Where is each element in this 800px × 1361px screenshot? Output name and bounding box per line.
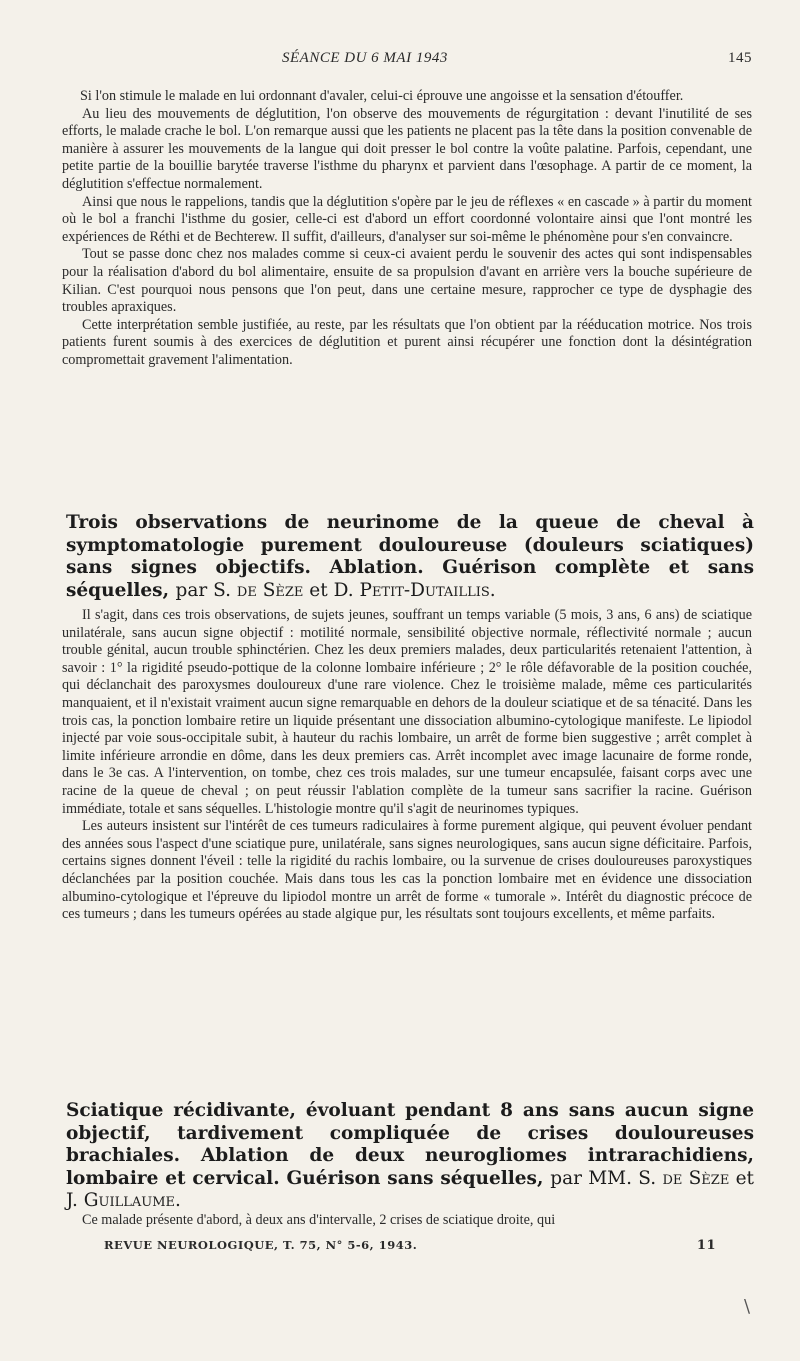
page-number: 145: [728, 50, 752, 66]
article2-heading: [66, 1100, 754, 1213]
article2-body: [62, 1212, 752, 1230]
article1-heading: [66, 512, 754, 602]
running-head: [62, 50, 752, 72]
article1-authors: par S. de Sèze et D. Petit-Dutaillis.: [175, 579, 496, 601]
running-title: SÉANCE DU 6 MAI 1943: [282, 50, 448, 66]
paragraph: Cette interprétation semble justifiée, au reste, par les résultats que l'on obtient par la rééducation motrice. Nos trois patients furent soumis à des exercices de déglutition et purent ainsi récupérer une fonction dont la désintégration compromettait gravement l'alimentation.: [62, 316, 752, 368]
paragraph: Au lieu des mouvements de déglutition, l'on observe des mouvements de régurgitation : devant l'inutilité de ses efforts, le malade crache le bol. L'on remarque aussi que les patients ne placent pas la tête dans la position convenable de manière à assurer les mouvements de la langue qui doit presser le bol contre la voûte palatine. Parfois, cependant, une petite partie de la bouillie barytée traverse l'isthme du pharynx et parvient dans l'œsophage. A partir de ce moment, la déglutition s'effectue normalement.: [62, 105, 752, 192]
paragraph: Si l'on stimule le malade en lui ordonnant d'avaler, celui-ci éprouve une angoisse et la sensation d'étouffer.: [80, 88, 684, 104]
margin-mark: \: [744, 1296, 751, 1317]
footer: [104, 1238, 716, 1256]
paragraph: Tout se passe donc chez nos malades comme si ceux-ci avaient perdu le souvenir des actes qui sont indispensables pour la réalisation d'abord du bol alimentaire, ensuite de sa propulsion d'avant en arrière vers la bouche supérieure de Kilian. C'est pourquoi nous pensons que l'on peut, dans une certaine mesure, rapprocher ce type de dysphagie des troubles apraxiques.: [62, 246, 752, 316]
section-continued-text: [62, 88, 752, 370]
article1-title: Trois observations de neurinome de la queue de cheval à symptomatologie purement douloureuse (douleurs sciatiques) sans signes objectifs. Ablation. Guérison complète et sans séquelles,: [66, 512, 754, 601]
paragraph: Il s'agit, dans ces trois observations, de sujets jeunes, souffrant un temps variable (5 mois, 3 ans, 6 ans) de sciatique unilatérale, sans aucun signe objectif : motilité normale, sensibilité objective normale, réflectivité normale ; aucun trouble génital, aucun trouble sphinctérien. Chez les deux premiers malades, deux particularités retenaient l'attention, à savoir : 1° la rigidité pseudo-pottique de la colonne lombaire inférieure ; 2° le rôle défavorable de la position couchée, qui déclanchait des paroxysmes douloureux d'une rare violence. Chez le troisième malade, même ces particularités manquaient, et il n'existait vraiment aucun signe remarquable en dehors de la douleur sciatique et de sa ténacité. Dans les trois cas, la ponction lombaire retire un liquide présentant une dissociation albumino-cytologique manifeste. Le lipiodol injecté par voie sous-occipitale subit, à hauteur du rachis lombaire, un arrêt de forme bien suggestive ; arrêt complet à limite inférieure arrondie en dôme, dans les deux premiers cas. Arrêt incomplet avec image lacunaire de forme ronde, dans le 3e cas. A l'intervention, on tombe, chez ces trois malades, sur une tumeur encapsulée, faisant corps avec une racine de la queue de cheval ; on peut réussir l'ablation complète de la tumeur sans sacrifier la racine. Guérison immédiate, totale et sans séquelles. L'histologie montre qu'il s'agit de neurinomes typiques.: [62, 607, 752, 817]
article2-title: Sciatique récidivante, évoluant pendant 8 ans sans aucun signe objectif, tardivement compliquée de crises douloureuses brachiales. Ablation de deux neurogliomes intrarachidiens, lombaire et cervical. Guérison sans séquelles,: [66, 1100, 754, 1189]
signature-number: 11: [696, 1238, 716, 1253]
paragraph: Ainsi que nous le rappelions, tandis que la déglutition s'opère par le jeu de réflexes « en cascade » à partir du moment où le bol a franchi l'isthme du gosier, celle-ci est d'abord un effort coordonné volontaire ainsi que l'ont montré les expériences de Réthi et de Bechterew. Il suffit, d'ailleurs, d'analyser sur soi-même le phénomène pour s'en convaincre.: [62, 193, 752, 245]
paragraph: Les auteurs insistent sur l'intérêt de ces tumeurs radiculaires à forme purement algique, qui peuvent évoluer pendant des années sous l'aspect d'une sciatique pure, unilatérale, sans signes neurologiques, sans aucun signe déficitaire. Parfois, certains signes donnent l'éveil : telle la rigidité du rachis lombaire, ou la survenue de crises douloureuses paroxystiques déclanchées par la position couchée. Mais dans tous les cas la ponction lombaire met en évidence une dissociation albumino-cytologique et l'épreuve du lipiodol montre un arrêt de forme « tumorale ». Intérêt du diagnostic précoce de ces tumeurs ; dans les tumeurs opérées au stade algique pur, les résultats sont toujours excellents, et même parfaits.: [62, 818, 752, 923]
article2-authors: par MM. S. de Sèze et J. Guillaume.: [66, 1167, 754, 1211]
paragraph: Ce malade présente d'abord, à deux ans d'intervalle, 2 crises de sciatique droite, qui: [82, 1212, 556, 1228]
journal-citation: REVUE NEUROLOGIQUE, T. 75, N° 5-6, 1943.: [104, 1238, 418, 1252]
article1-body: [62, 607, 752, 924]
